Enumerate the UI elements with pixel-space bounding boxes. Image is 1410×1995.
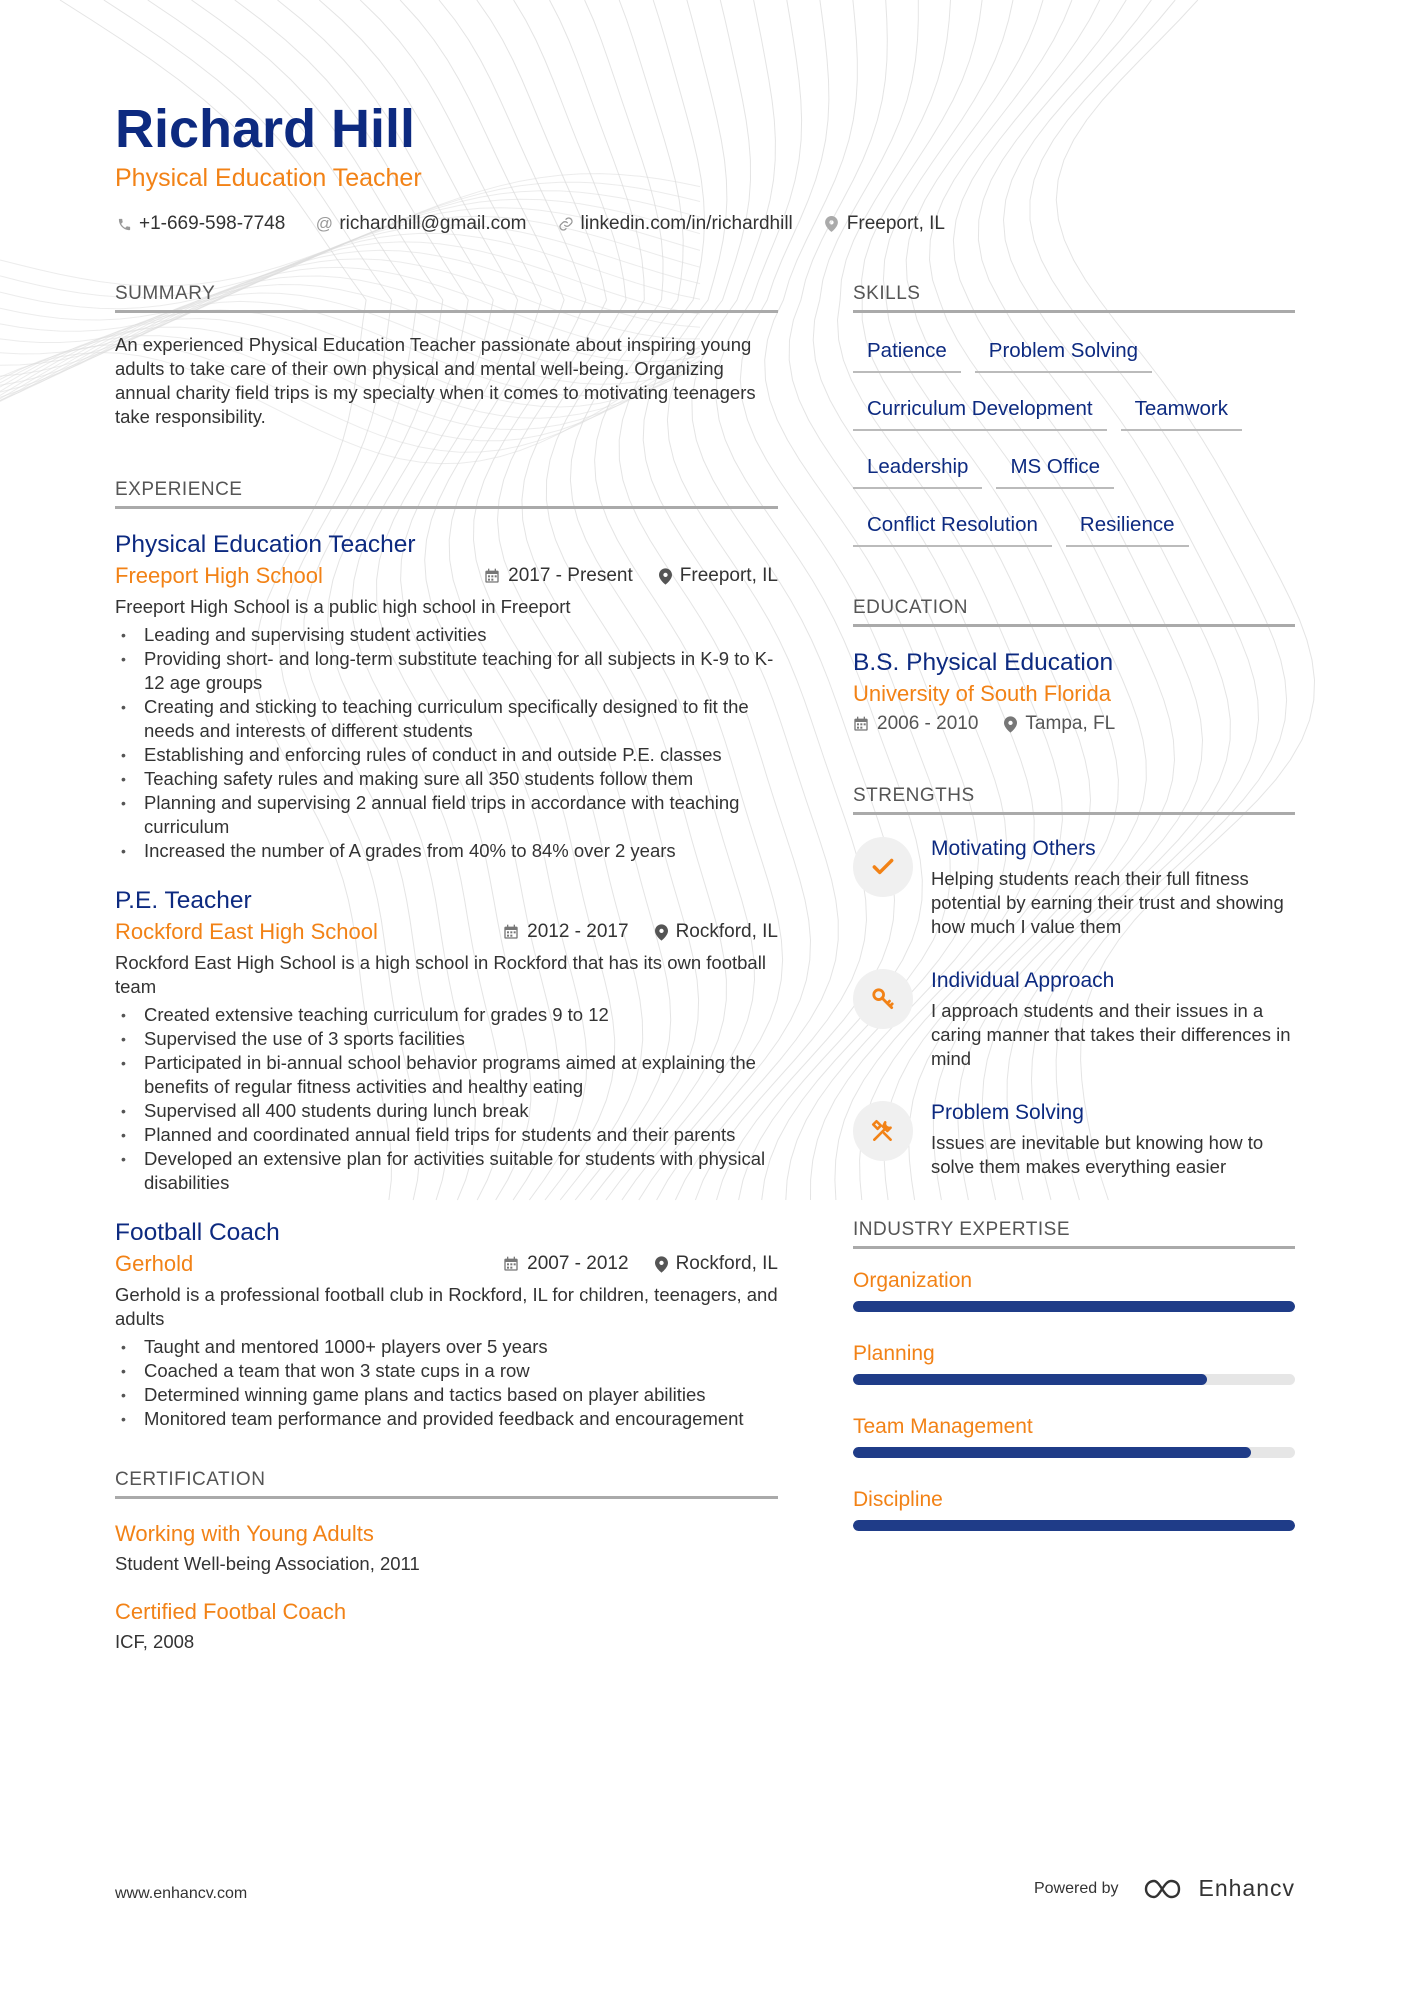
job-location <box>659 565 778 587</box>
job-bullets <box>115 623 778 863</box>
resume-header <box>115 98 1295 235</box>
certification-org: Student Well-being Association, 2011 <box>115 1553 420 1574</box>
location-pin-icon <box>823 215 841 233</box>
strength-title: Individual Approach <box>931 969 1115 992</box>
candidate-name: Richard Hill <box>115 99 416 159</box>
job-bullets <box>115 1003 778 1195</box>
location-pin-icon <box>1004 716 1017 733</box>
education-meta <box>853 713 1295 735</box>
job-bullet: • Taught and mentored 1000+ players over 5 years <box>115 1335 778 1359</box>
strength-description: Helping students reach their full fitness potential by earning their trust and showing how much I value them <box>931 868 1284 937</box>
expertise-item <box>853 1415 1295 1458</box>
job-location <box>655 921 778 943</box>
phone-icon <box>115 215 133 233</box>
expertise-item <box>853 1488 1295 1531</box>
strengths-heading: STRENGTHS <box>853 785 1295 815</box>
job-role: P.E. Teacher <box>115 887 252 914</box>
education-school: University of South Florida <box>853 681 1111 706</box>
job-bullet: • Participated in bi-annual school behavior programs aimed at explaining the benefits of regular fitness activities and healthy eating <box>115 1051 778 1099</box>
job-company-row <box>115 563 778 589</box>
expertise-item <box>853 1269 1295 1312</box>
experience-heading: EXPERIENCE <box>115 479 778 509</box>
expertise-bar-track <box>853 1447 1295 1458</box>
skills-heading: SKILLS <box>853 283 1295 313</box>
expertise-heading: INDUSTRY EXPERTISE <box>853 1219 1295 1249</box>
job-dates-text: 2007 - 2012 <box>527 1253 629 1274</box>
job-company-row <box>115 919 778 945</box>
job-bullet: • Planning and supervising 2 annual field trips in accordance with teaching curriculum <box>115 791 778 839</box>
job-bullet: • Coached a team that won 3 state cups in a row <box>115 1359 778 1383</box>
certification-list <box>115 1519 778 1653</box>
strength-item <box>853 835 1295 939</box>
job-bullet: • Increased the number of A grades from 40% to 84% over 2 years <box>115 839 778 863</box>
right-column <box>853 283 1295 1561</box>
strength-title: Problem Solving <box>931 1101 1084 1124</box>
tools-icon <box>853 1101 913 1161</box>
job-bullet: • Teaching safety rules and making sure all 350 students follow them <box>115 767 778 791</box>
expertise-bar-fill <box>853 1520 1295 1531</box>
job-description: Freeport High School is a public high school in Freeport <box>115 596 571 617</box>
job-role: Football Coach <box>115 1219 280 1246</box>
skill-tag: Curriculum Development <box>853 391 1107 431</box>
footer-brand <box>1034 1875 1295 1902</box>
strength-body <box>931 967 1295 1071</box>
skill-tag: Conflict Resolution <box>853 507 1052 547</box>
strength-description: Issues are inevitable but knowing how to solve them makes everything easier <box>931 1132 1264 1177</box>
check-icon <box>853 837 913 897</box>
phone-text: +1-669-598-7748 <box>139 213 286 234</box>
strength-item <box>853 967 1295 1071</box>
contact-email[interactable] <box>315 213 526 235</box>
job-bullet: • Creating and sticking to teaching curriculum specifically designed to fit the needs and interests of different students <box>115 695 778 743</box>
job-bullets <box>115 1335 778 1431</box>
education-location <box>1004 713 1115 735</box>
skill-tag: Teamwork <box>1121 391 1242 431</box>
job-dates-text: 2012 - 2017 <box>527 921 629 942</box>
key-icon <box>853 969 913 1029</box>
job-dates <box>503 921 628 943</box>
expertise-label: Organization <box>853 1269 973 1292</box>
expertise-bar-track <box>853 1520 1295 1531</box>
job-description: Rockford East High School is a high school in Rockford that has its own football team <box>115 952 766 997</box>
job-company: Rockford East High School <box>115 919 378 944</box>
expertise-item <box>853 1342 1295 1385</box>
calendar-icon <box>853 716 869 732</box>
skill-tag: Patience <box>853 333 961 373</box>
job-meta <box>503 1253 778 1275</box>
skill-tag: Problem Solving <box>975 333 1152 373</box>
contact-phone[interactable] <box>115 213 285 235</box>
job-entry <box>115 1217 778 1431</box>
job-meta <box>484 565 778 587</box>
job-location-text: Rockford, IL <box>675 921 778 942</box>
location-pin-icon <box>655 924 668 941</box>
job-bullet: • Planned and coordinated annual field trips for students and their parents <box>115 1123 778 1147</box>
footer-website[interactable]: www.enhancv.com <box>115 1885 248 1902</box>
contact-location <box>823 213 945 235</box>
location-text: Freeport, IL <box>846 213 945 234</box>
job-meta <box>503 921 778 943</box>
job-company-row <box>115 1251 778 1277</box>
strength-item <box>853 1099 1295 1179</box>
job-company: Freeport High School <box>115 563 323 588</box>
certification-item <box>115 1519 778 1575</box>
job-bullet: • Supervised the use of 3 sports facilities <box>115 1027 778 1051</box>
email-text: richardhill@gmail.com <box>339 213 527 234</box>
job-location-text: Freeport, IL <box>679 565 778 586</box>
expertise-bar-track <box>853 1374 1295 1385</box>
job-role: Physical Education Teacher <box>115 531 416 558</box>
job-bullet: • Supervised all 400 students during lunch break <box>115 1099 778 1123</box>
calendar-icon <box>503 1256 519 1272</box>
expertise-label: Planning <box>853 1342 935 1365</box>
education-dates <box>853 713 978 735</box>
expertise-bar-fill <box>853 1301 1295 1312</box>
expertise-list <box>853 1269 1295 1531</box>
job-location <box>655 1253 778 1275</box>
expertise-bar-fill <box>853 1447 1251 1458</box>
calendar-icon <box>484 568 500 584</box>
job-dates <box>503 1253 628 1275</box>
education-location-text: Tampa, FL <box>1025 713 1116 734</box>
strength-description: I approach students and their issues in a caring manner that takes their differences in mind <box>931 1000 1291 1069</box>
summary-text: An experienced Physical Education Teacher passionate about inspiring young adults to take care of their own physical and mental well-being. Organizing annual charity field trips is my specialty when it comes to motivating teenagers take responsibility. <box>115 334 756 427</box>
job-bullet: • Monitored team performance and provided feedback and encouragement <box>115 1407 778 1431</box>
contact-row <box>115 213 1295 235</box>
expertise-bar-fill <box>853 1374 1207 1385</box>
job-description: Gerhold is a professional football club in Rockford, IL for children, teenagers, and adults <box>115 1284 778 1329</box>
expertise-label: Team Management <box>853 1415 1033 1438</box>
education-degree: B.S. Physical Education <box>853 649 1114 676</box>
certification-heading: CERTIFICATION <box>115 1469 778 1499</box>
enhancv-logo[interactable] <box>1142 1875 1295 1902</box>
job-location-text: Rockford, IL <box>675 1253 778 1274</box>
powered-by-label: Powered by <box>1033 1879 1119 1897</box>
skills-list <box>853 333 1295 547</box>
strength-title: Motivating Others <box>931 837 1096 860</box>
left-column <box>115 283 778 1675</box>
job-bullet: • Leading and supervising student activities <box>115 623 778 647</box>
certification-name: Certified Footbal Coach <box>115 1599 347 1624</box>
job-bullet: • Created extensive teaching curriculum for grades 9 to 12 <box>115 1003 778 1027</box>
certification-name: Working with Young Adults <box>115 1521 374 1546</box>
link-icon <box>557 215 575 233</box>
job-bullet: • Determined winning game plans and tactics based on player abilities <box>115 1383 778 1407</box>
skill-tag: Leadership <box>853 449 982 489</box>
certification-org: ICF, 2008 <box>115 1631 195 1652</box>
candidate-title: Physical Education Teacher <box>115 164 422 192</box>
job-dates <box>484 565 633 587</box>
calendar-icon <box>503 924 519 940</box>
strength-body <box>931 835 1295 939</box>
contact-linkedin[interactable] <box>557 213 793 235</box>
certification-item <box>115 1597 778 1653</box>
job-bullet: • Establishing and enforcing rules of conduct in and outside P.E. classes <box>115 743 778 767</box>
summary-heading: SUMMARY <box>115 283 778 313</box>
strength-body <box>931 1099 1295 1179</box>
strengths-list <box>853 835 1295 1179</box>
job-bullet: • Developed an extensive plan for activities suitable for students with physical disabilities <box>115 1147 778 1195</box>
job-bullet: • Providing short- and long-term substitute teaching for all subjects in K-9 to K-12 age groups <box>115 647 778 695</box>
enhancv-logo-icon <box>1142 1877 1188 1901</box>
skill-tag: MS Office <box>996 449 1114 489</box>
skill-tag: Resilience <box>1066 507 1189 547</box>
at-icon: @ <box>315 214 333 233</box>
linkedin-text: linkedin.com/in/richardhill <box>580 213 793 234</box>
education-dates-text: 2006 - 2010 <box>877 713 979 734</box>
location-pin-icon <box>655 1256 668 1273</box>
expertise-section <box>853 1219 1295 1531</box>
expertise-label: Discipline <box>853 1488 943 1511</box>
job-dates-text: 2017 - Present <box>508 565 633 586</box>
enhancv-brand-text: Enhancv <box>1198 1875 1295 1901</box>
job-company: Gerhold <box>115 1251 194 1276</box>
education-heading: EDUCATION <box>853 597 1295 627</box>
expertise-bar-track <box>853 1301 1295 1312</box>
job-entry <box>115 529 778 863</box>
location-pin-icon <box>659 568 672 585</box>
job-entry <box>115 885 778 1195</box>
experience-list <box>115 529 778 1431</box>
